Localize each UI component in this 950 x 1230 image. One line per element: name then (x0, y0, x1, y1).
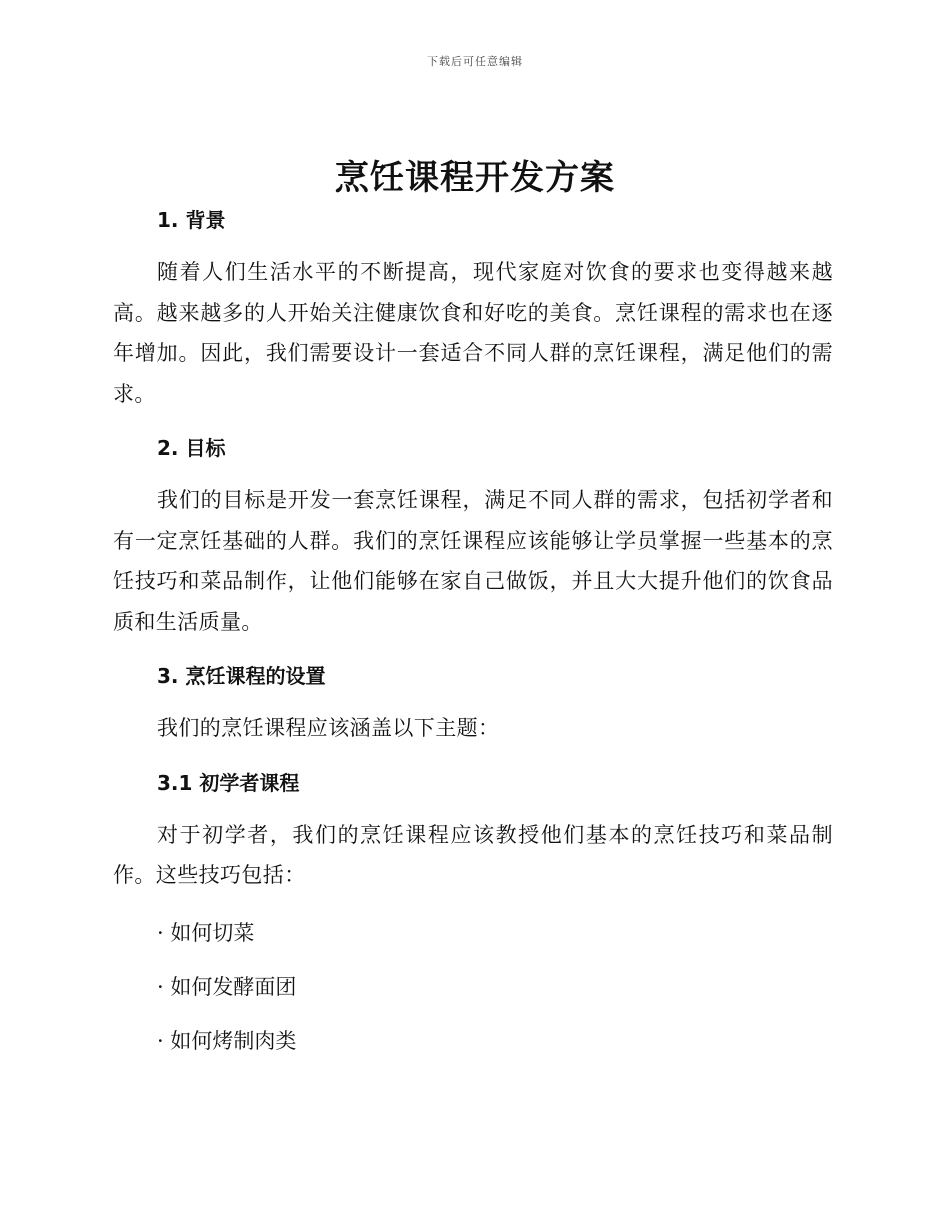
section-paragraph: 对于初学者，我们的烹饪课程应该教授他们基本的烹饪技巧和菜品制作。这些技巧包括： (113, 822, 833, 887)
section-background (113, 203, 833, 414)
document-body (113, 203, 833, 1058)
section-paragraph: 我们的烹饪课程应该涵盖以下主题： (157, 716, 500, 740)
section-paragraph: 我们的目标是开发一套烹饪课程，满足不同人群的需求，包括初学者和有一定烹饪基础的人群。我们的烹饪课程应该能够让学员掌握一些基本的烹饪技巧和菜品制作，让他们能够在家自己做饭，并且大大提升他们的饮食品质和生活质量。 (113, 488, 833, 634)
list-item: · 如何切菜 (157, 920, 255, 945)
section-course-setup (113, 659, 833, 749)
section-heading: 1. 背景 (157, 208, 226, 232)
section-goals (113, 431, 833, 642)
list-item: · 如何烤制肉类 (157, 1028, 297, 1053)
section-heading: 2. 目标 (157, 436, 226, 460)
section-beginner-course (113, 766, 833, 1058)
list-item: · 如何发酵面团 (157, 974, 297, 999)
document-title: 烹饪课程开发方案 (335, 158, 615, 198)
section-heading: 3. 烹饪课程的设置 (157, 664, 326, 688)
section-heading: 3.1 初学者课程 (157, 770, 300, 795)
header-note: 下载后可任意编辑 (427, 55, 523, 68)
section-paragraph: 随着人们生活水平的不断提高，现代家庭对饮食的要求也变得越来越高。越来越多的人开始关注健康饮食和好吃的美食。烹饪课程的需求也在逐年增加。因此，我们需要设计一套适合不同人群的烹饪课程，满足他们的需求。 (113, 260, 833, 406)
